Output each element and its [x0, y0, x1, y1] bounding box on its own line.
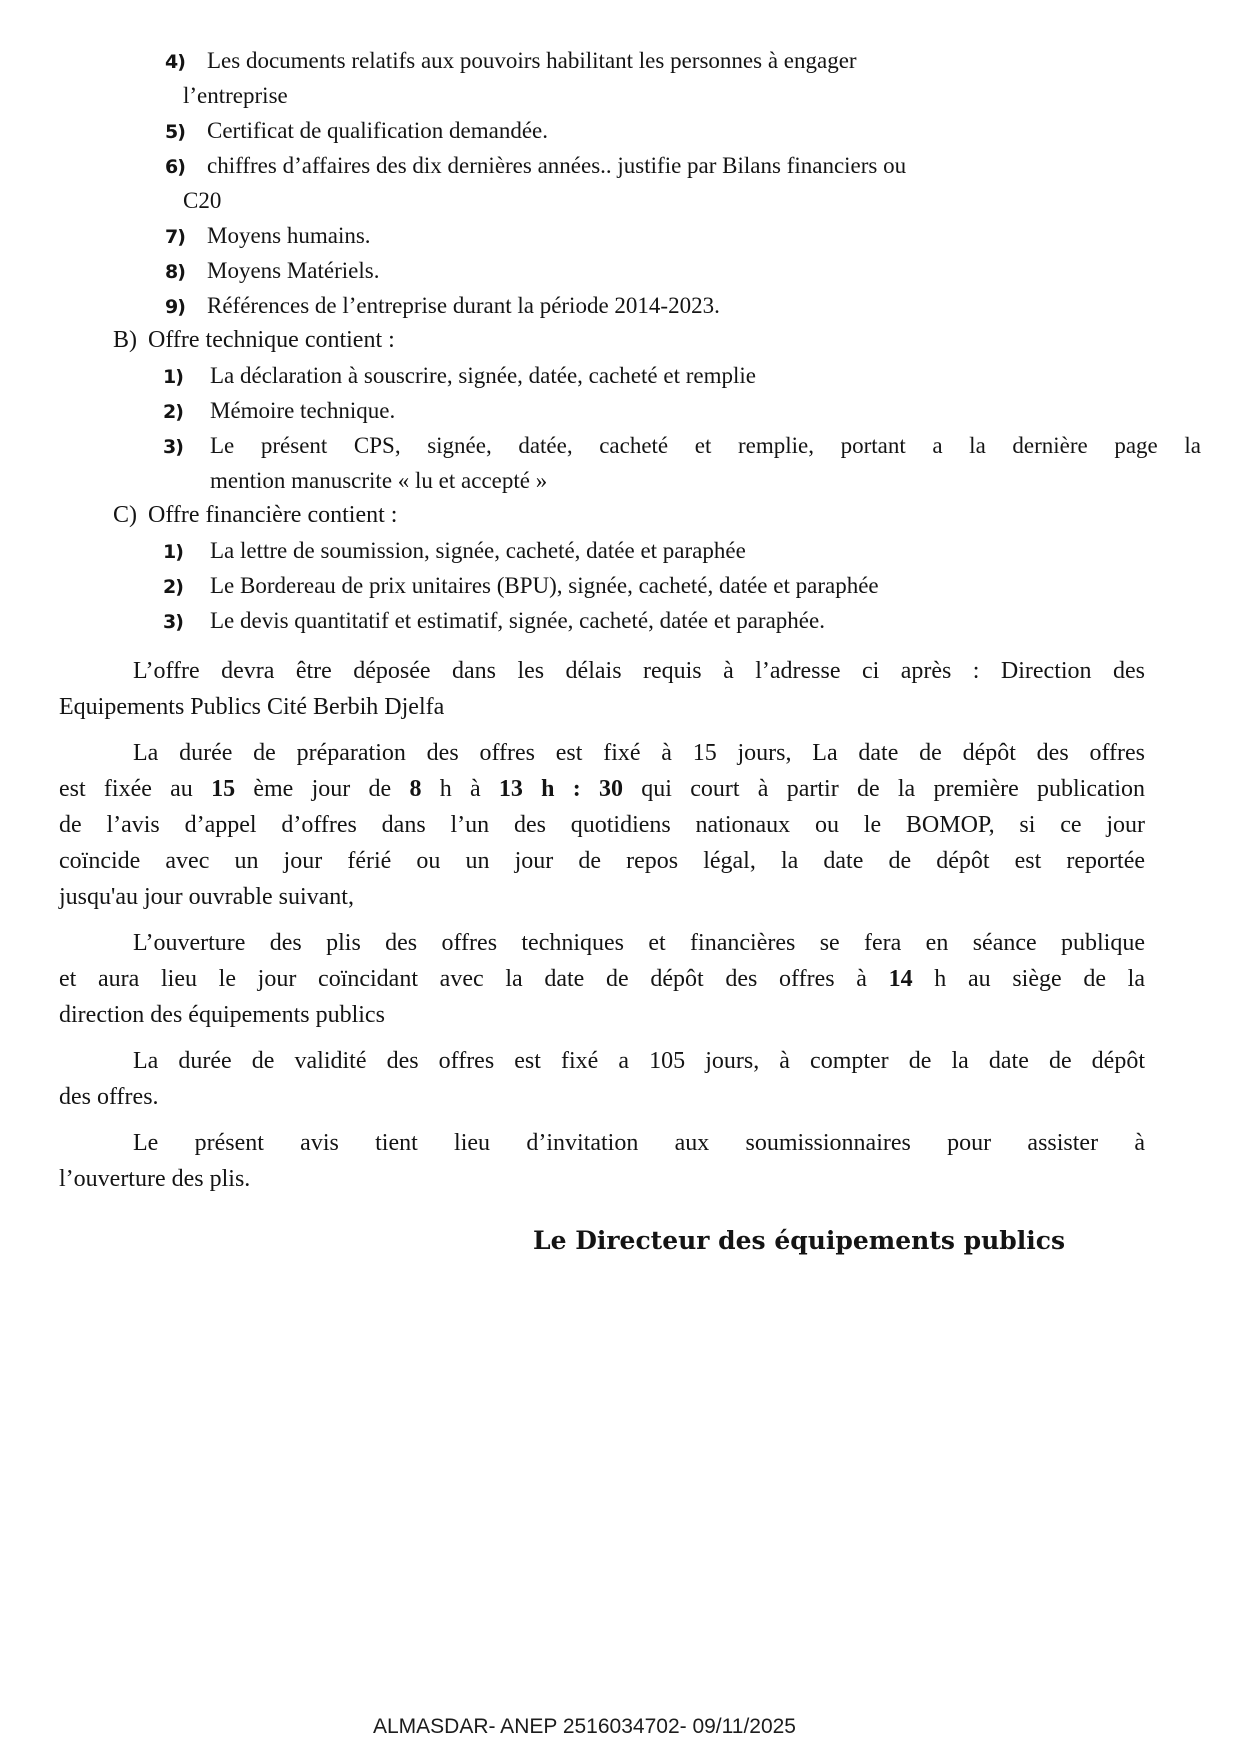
list-item-c3 — [163, 603, 1201, 638]
list-item-text: Mémoire technique. — [210, 398, 396, 423]
list-item-c2 — [163, 568, 1201, 603]
list-item-number: 3) — [163, 611, 183, 633]
list-item-c1 — [163, 533, 1201, 568]
list-item-text: chiffres d’affaires des dix dernières années.. justifie par Bilans financiers ou C20 — [183, 153, 907, 213]
footer-publication-note: ALMASDAR- ANEP 2516034702- 09/11/2025 — [372, 1715, 796, 1738]
list-item-number: 2) — [163, 401, 183, 423]
list-item-number: 2) — [163, 576, 183, 598]
list-item-number: 5) — [165, 121, 185, 143]
paragraph-invitation: Le présent avis tient lieu d’invitation aux soumissionnaires pour assister à l’ouverture des plis. — [59, 1130, 1145, 1192]
list-item-text: Moyens Matériels. — [207, 258, 380, 283]
list-item-text: Le devis quantitatif et estimatif, signée, cacheté, datée et paraphée. — [210, 608, 825, 633]
list-item-6 — [165, 148, 1191, 218]
section-c-title: Offre financière contient : — [148, 502, 398, 528]
list-item-text: La lettre de soumission, signée, cacheté, datée et paraphée — [210, 538, 746, 563]
list-item-b2 — [163, 393, 1201, 428]
list-item-5 — [165, 113, 1191, 148]
list-item-number: 1) — [163, 541, 183, 563]
list-item-number: 8) — [165, 261, 185, 283]
list-item-b3 — [163, 428, 1201, 498]
list-item-7 — [165, 218, 1191, 253]
list-item-number: 4) — [165, 51, 185, 73]
list-item-number: 1) — [163, 366, 183, 388]
paragraph-offer-validity: La durée de validité des offres est fixé a 105 jours, à compter de la date de dépôt des offres. — [59, 1048, 1145, 1110]
list-item-text: Certificat de qualification demandée. — [207, 118, 549, 143]
section-b-title: Offre technique contient : — [148, 327, 395, 353]
sub-list-c — [0, 533, 1241, 638]
list-item-number: 3) — [163, 436, 183, 458]
list-item-text: Moyens humains. — [207, 223, 371, 248]
ordered-list-a — [0, 43, 1241, 323]
paragraph-preparation-duration: La durée de préparation des offres est fixé à 15 jours, La date de dépôt des offres est fixée au 15 ème jour de 8 h à 13 h : 30 qui court à partir de la première publication de l’avis d’appel d’offres dans l’un des quotidiens nationaux ou le BOMOP, si ce jour coïncide avec un jour férié ou un jour de repos légal, la date de dépôt est reportée jusqu'au jour ouvrable suivant, — [59, 740, 1145, 910]
list-item-text: Le présent CPS, signée, datée, cacheté et remplie, portant a la dernière page la mention manuscrite « lu et accepté » — [210, 433, 1201, 493]
section-c-heading — [113, 498, 1241, 533]
list-item-b1 — [163, 358, 1201, 393]
list-item-number: 6) — [165, 156, 185, 178]
list-item-9 — [165, 288, 1191, 323]
section-b-heading — [113, 323, 1241, 358]
section-c-label: C) — [113, 502, 137, 528]
sub-list-b — [0, 358, 1241, 498]
paragraph-deposit-address: L’offre devra être déposée dans les délais requis à l’adresse ci après : Direction des Equipements Publics Cité Berbih Djelfa — [59, 658, 1145, 720]
list-item-4 — [165, 43, 1191, 113]
list-item-text: Références de l’entreprise durant la période 2014-2023. — [207, 293, 720, 318]
list-item-text: La déclaration à souscrire, signée, datée, cacheté et remplie — [210, 363, 756, 388]
section-b-label: B) — [113, 327, 137, 353]
list-item-number: 9) — [165, 296, 185, 318]
list-item-text: Le Bordereau de prix unitaires (BPU), signée, cacheté, datée et paraphée — [210, 573, 879, 598]
signature-title: Le Directeur des équipements publics — [533, 1226, 1066, 1255]
list-item-text: Les documents relatifs aux pouvoirs habilitant les personnes à engager l’entreprise — [183, 48, 857, 108]
paragraph-plis-opening: L’ouverture des plis des offres techniques et financières se fera en séance publique et aura lieu le jour coïncidant avec la date de dépôt des offres à 14 h au siège de la direction des équipements publics — [59, 930, 1145, 1028]
list-item-number: 7) — [165, 226, 185, 248]
list-item-8 — [165, 253, 1191, 288]
